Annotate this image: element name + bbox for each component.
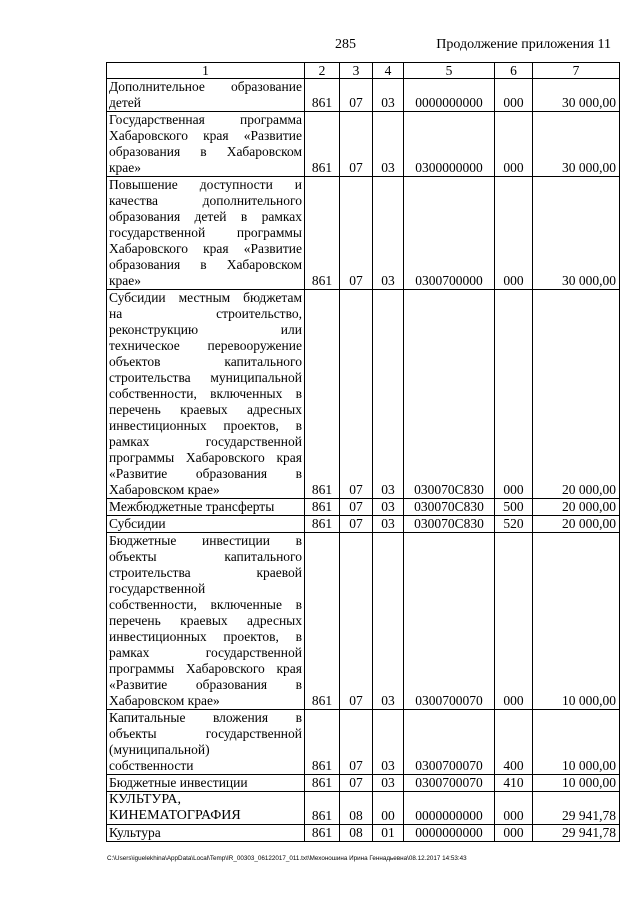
- item-name-cell: [107, 533, 305, 710]
- target-article-cell: 0300700070: [404, 533, 495, 710]
- ministry-code-cell: 861: [305, 710, 340, 775]
- expense-type-cell: 000: [495, 533, 533, 710]
- expense-type-cell: 000: [495, 177, 533, 290]
- subsection-code-cell: 03: [373, 177, 404, 290]
- amount-cell: 29 941,78: [533, 792, 620, 825]
- item-name-line: инвестиционных проектов, в: [109, 418, 302, 433]
- section-code-cell: 07: [340, 290, 373, 499]
- amount-cell: 30 000,00: [533, 112, 620, 177]
- target-article-cell: 0300000000: [404, 112, 495, 177]
- amount-cell: 30 000,00: [533, 79, 620, 112]
- item-name-cell: [107, 177, 305, 290]
- expense-type-cell: 000: [495, 825, 533, 842]
- item-name-line: Межбюджетные трансферты: [109, 499, 275, 514]
- item-name-line: Бюджетные инвестиции в: [109, 533, 302, 548]
- item-name-line: собственности, включенные в: [109, 597, 302, 612]
- expense-type-cell: 000: [495, 112, 533, 177]
- section-code-cell: 07: [340, 533, 373, 710]
- table-body: [107, 79, 620, 842]
- table-row: [107, 825, 620, 842]
- amount-cell: 10 000,00: [533, 710, 620, 775]
- section-code-cell: 07: [340, 499, 373, 516]
- column-header-subsection: 4: [373, 63, 404, 79]
- target-article-cell: 0000000000: [404, 825, 495, 842]
- item-name-line: рамках государственной: [109, 645, 302, 660]
- subsection-code-cell: 03: [373, 290, 404, 499]
- subsection-code-cell: 01: [373, 825, 404, 842]
- column-header-amount: 7: [533, 63, 620, 79]
- item-name-cell: [107, 825, 305, 842]
- expense-type-cell: 500: [495, 499, 533, 516]
- subsection-code-cell: 03: [373, 499, 404, 516]
- item-name-line: качества дополнительного: [109, 193, 302, 208]
- ministry-code-cell: 861: [305, 825, 340, 842]
- item-name-line: (муниципальной): [109, 742, 210, 757]
- item-name-line: Государственная программа: [109, 112, 302, 127]
- item-name-line: Культура: [109, 825, 161, 840]
- table-row: [107, 775, 620, 792]
- item-name-line: инвестиционных проектов, в: [109, 629, 302, 644]
- item-name-line: перечень краевых адресных: [109, 402, 302, 417]
- amount-cell: 20 000,00: [533, 516, 620, 533]
- column-number-row: [107, 63, 620, 79]
- subsection-code-cell: 03: [373, 533, 404, 710]
- item-name-line: Капитальные вложения в: [109, 710, 302, 725]
- expense-type-cell: 000: [495, 792, 533, 825]
- budget-table: [106, 62, 620, 842]
- section-code-cell: 08: [340, 792, 373, 825]
- table-row: [107, 177, 620, 290]
- ministry-code-cell: 861: [305, 290, 340, 499]
- item-name-cell: [107, 516, 305, 533]
- subsection-code-cell: 03: [373, 79, 404, 112]
- ministry-code-cell: 861: [305, 112, 340, 177]
- expense-type-cell: 400: [495, 710, 533, 775]
- item-name-line: государственной: [109, 581, 206, 596]
- table-row: [107, 533, 620, 710]
- item-name-line: Субсидии: [109, 516, 166, 531]
- item-name-line: Бюджетные инвестиции: [109, 775, 248, 790]
- section-code-cell: 07: [340, 112, 373, 177]
- item-name-line: собственности: [109, 758, 194, 773]
- target-article-cell: 0300700000: [404, 177, 495, 290]
- ministry-code-cell: 861: [305, 516, 340, 533]
- item-name-line: собственности, включенных в: [109, 386, 302, 401]
- column-header-name: 1: [107, 63, 305, 79]
- item-name-line: Хабаровского края «Развитие: [109, 241, 302, 256]
- ministry-code-cell: 861: [305, 79, 340, 112]
- target-article-cell: 0300700070: [404, 775, 495, 792]
- item-name-line: строительства муниципальной: [109, 370, 302, 385]
- ministry-code-cell: 861: [305, 533, 340, 710]
- column-header-expense-type: 6: [495, 63, 533, 79]
- item-name-cell: [107, 290, 305, 499]
- item-name-line: объекты капитального: [109, 549, 302, 564]
- target-article-cell: 0000000000: [404, 792, 495, 825]
- item-name-line: Субсидии местным бюджетам: [109, 290, 302, 305]
- page-number: 285: [335, 37, 356, 52]
- ministry-code-cell: 861: [305, 499, 340, 516]
- item-name-line: Хабаровского края «Развитие: [109, 128, 302, 143]
- table-row: [107, 516, 620, 533]
- section-code-cell: 07: [340, 710, 373, 775]
- expense-type-cell: 520: [495, 516, 533, 533]
- section-code-cell: 08: [340, 825, 373, 842]
- target-article-cell: 0300700070: [404, 710, 495, 775]
- item-name-line: программы Хабаровского края: [109, 450, 302, 465]
- target-article-cell: 030070С830: [404, 499, 495, 516]
- subsection-code-cell: 03: [373, 710, 404, 775]
- subsection-code-cell: 03: [373, 775, 404, 792]
- subsection-code-cell: 03: [373, 516, 404, 533]
- item-name-line: Повышение доступности и: [109, 177, 302, 192]
- item-name-cell: [107, 710, 305, 775]
- target-article-cell: 030070С830: [404, 290, 495, 499]
- table-row: [107, 79, 620, 112]
- item-name-line: детей: [109, 95, 141, 110]
- item-name-line: образования в Хабаровском: [109, 144, 302, 159]
- item-name-line: строительства краевой: [109, 565, 302, 580]
- amount-cell: 10 000,00: [533, 533, 620, 710]
- section-code-cell: 07: [340, 79, 373, 112]
- item-name-line: «Развитие образования в: [109, 466, 302, 481]
- item-name-line: государственной программы: [109, 225, 302, 240]
- target-article-cell: 030070С830: [404, 516, 495, 533]
- ministry-code-cell: 861: [305, 177, 340, 290]
- column-header-target-article: 5: [404, 63, 495, 79]
- item-name-line: на строительство,: [109, 306, 302, 321]
- item-name-cell: [107, 499, 305, 516]
- expense-type-cell: 410: [495, 775, 533, 792]
- item-name-line: КУЛЬТУРА,: [109, 792, 181, 807]
- table-row: [107, 710, 620, 775]
- amount-cell: 29 941,78: [533, 825, 620, 842]
- item-name-line: реконструкцию или: [109, 322, 302, 337]
- table-row: [107, 792, 620, 825]
- item-name-line: Хабаровском крае»: [109, 482, 220, 497]
- amount-cell: 20 000,00: [533, 499, 620, 516]
- amount-cell: 20 000,00: [533, 290, 620, 499]
- amount-cell: 10 000,00: [533, 775, 620, 792]
- file-path-footer: C:\Users\iguelekhina\AppData\Local\Temp\IR_00303_06122017_011.txt\Мехоношина Ирина Геннадьевна\08.12.2017 14:53:43: [107, 855, 467, 862]
- subsection-code-cell: 00: [373, 792, 404, 825]
- ministry-code-cell: 861: [305, 792, 340, 825]
- item-name-line: программы Хабаровского края: [109, 661, 302, 676]
- section-code-cell: 07: [340, 516, 373, 533]
- item-name-line: перечень краевых адресных: [109, 613, 302, 628]
- subsection-code-cell: 03: [373, 112, 404, 177]
- item-name-cell: [107, 775, 305, 792]
- target-article-cell: 0000000000: [404, 79, 495, 112]
- section-code-cell: 07: [340, 775, 373, 792]
- expense-type-cell: 000: [495, 290, 533, 499]
- table-row: [107, 112, 620, 177]
- section-code-cell: 07: [340, 177, 373, 290]
- item-name-line: крае»: [109, 160, 142, 175]
- item-name-line: Хабаровском крае»: [109, 693, 220, 708]
- table-row: [107, 290, 620, 499]
- item-name-cell: [107, 79, 305, 112]
- column-header-ministry: 2: [305, 63, 340, 79]
- item-name-cell: [107, 112, 305, 177]
- table-row: [107, 499, 620, 516]
- ministry-code-cell: 861: [305, 775, 340, 792]
- amount-cell: 30 000,00: [533, 177, 620, 290]
- item-name-line: образования в Хабаровском: [109, 257, 302, 272]
- item-name-cell: [107, 792, 305, 825]
- item-name-line: рамках государственной: [109, 434, 302, 449]
- item-name-line: КИНЕМАТОГРАФИЯ: [109, 808, 241, 823]
- item-name-line: образования детей в рамках: [109, 209, 302, 224]
- expense-type-cell: 000: [495, 79, 533, 112]
- item-name-line: «Развитие образования в: [109, 677, 302, 692]
- column-header-section: 3: [340, 63, 373, 79]
- item-name-line: объекты государственной: [109, 726, 302, 741]
- item-name-line: крае»: [109, 273, 142, 288]
- item-name-line: техническое перевооружение: [109, 338, 302, 353]
- item-name-line: объектов капитального: [109, 354, 302, 369]
- appendix-continuation-label: Продолжение приложения 11: [436, 37, 611, 52]
- item-name-line: Дополнительное образование: [109, 79, 302, 94]
